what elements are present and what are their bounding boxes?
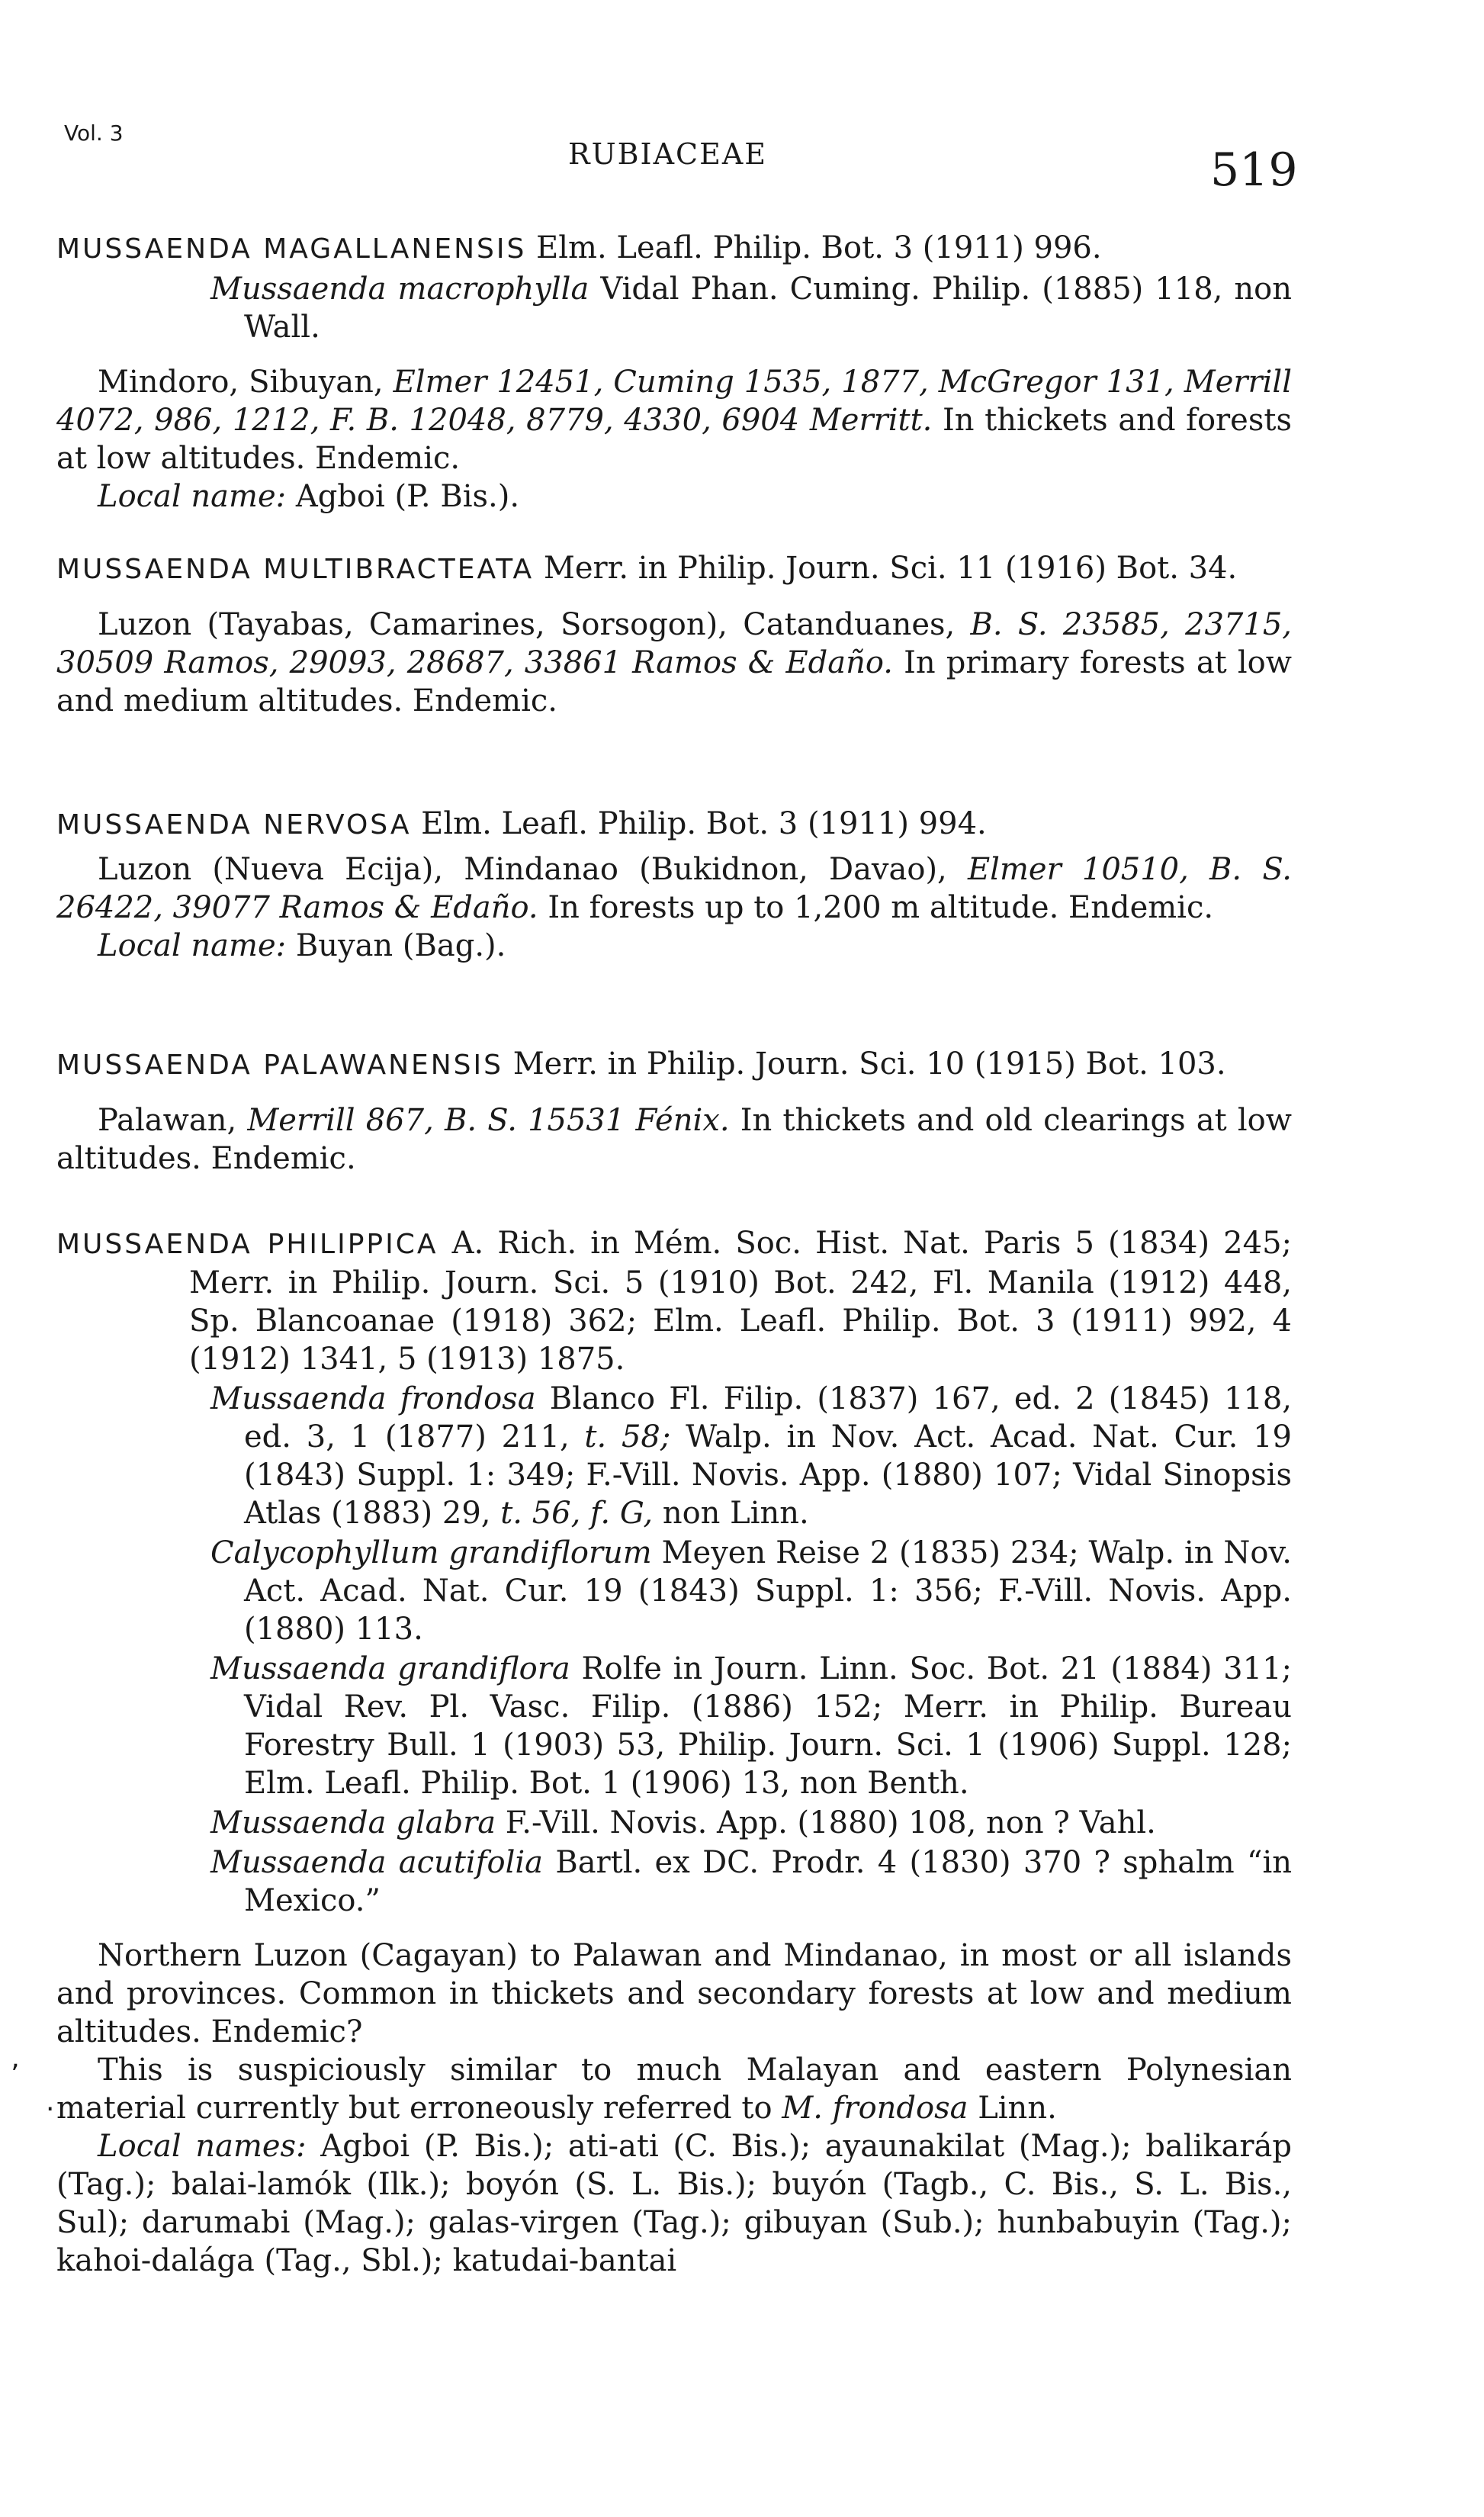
local-label: Local name: <box>98 479 287 514</box>
citation: A. Rich. in Mém. Soc. Hist. Nat. Paris 5 (1834) 245; Merr. in Philip. Journ. Sci. 5 (1910) Bot. 242, Fl. Manila (1912) 448, Sp. Blancoanae (1918) 362; Elm. Leafl. Philip. Bot. 3 (1911) 992, 4 (1912) 1341, 5 (1913) 1875. <box>189 1226 1292 1377</box>
synonym <box>56 1804 1292 1842</box>
entry-heading <box>56 549 1292 589</box>
specimens: B. S. 23585, 23715, 30509 Ramos, 29093, 28687, 33861 Ramos & Edaño. <box>56 607 1292 680</box>
local-names <box>56 2127 1292 2280</box>
synonym-citation: Walp. in Nov. Act. Acad. Nat. Cur. 19 (1843) Suppl. 1: 349; F.-Vill. Novis. App. (1880) 107; Vidal Sinopsis Atlas (1883) 29, <box>244 1419 1292 1531</box>
synonym-citation: Rolfe in Journ. Linn. Soc. Bot. 21 (1884) 311; Vidal Rev. Pl. Vasc. Filip. (1886) 152; Merr. in Philip. Bureau Forestry Bull. 1 (1903) 53, Philip. Journ. Sci. 1 (1906) Suppl. 128; Elm. Leafl. Philip. Bot. 1 (1906) 13, non Benth. <box>244 1651 1293 1801</box>
synonym <box>56 270 1292 346</box>
distribution-text: Luzon (Tayabas, Camarines, Sorsogon), Catanduanes, <box>98 607 956 642</box>
synonym-name: Mussaenda glabra <box>210 1805 496 1840</box>
citation: Merr. in Philip. Journ. Sci. 11 (1916) Bot. 34. <box>543 551 1238 586</box>
specimens: Elmer 12451, Cuming 1535, 1877, McGregor 131, Merrill 4072, 986, 1212, F. B. 12048, 8779, 4330, 6904 Merritt. <box>56 365 1292 438</box>
margin-mark: · <box>46 2094 55 2125</box>
entry-heading <box>56 1045 1292 1085</box>
distribution <box>56 363 1292 477</box>
synonym-name: Mussaenda macrophylla <box>210 272 589 307</box>
page-number: 519 <box>1210 143 1298 197</box>
synonym-name: Mussaenda acutifolia <box>210 1845 544 1880</box>
citation: Merr. in Philip. Journ. Sci. 10 (1915) Bot. 103. <box>512 1046 1226 1082</box>
plate-reference: t. 56, f. G, <box>500 1496 654 1531</box>
local-label: Local name: <box>98 928 287 963</box>
synonym-citation: Blanco Fl. Filip. (1837) 167, ed. 2 (1845) 118, ed. 3, 1 (1877) 211, <box>244 1381 1292 1455</box>
distribution <box>56 606 1292 720</box>
local-label: Local names: <box>98 2129 307 2164</box>
entry-nervosa <box>56 805 1292 965</box>
synonym-citation: Vidal Phan. Cuming. Philip. (1885) 118, non Wall. <box>244 272 1292 345</box>
specimens: Elmer 10510, B. S. 26422, 39077 Ramos & Edaño. <box>56 852 1293 925</box>
synonym-citation: non Linn. <box>662 1496 809 1531</box>
entry-magallanensis <box>56 229 1292 516</box>
entry-philippica <box>56 1224 1292 2280</box>
volume-label: Vol. 3 <box>64 121 124 146</box>
habitat: In forests up to 1,200 m altitude. Endemic. <box>548 890 1214 925</box>
species-name: MUSSAENDA MULTIBRACTEATA <box>56 554 535 585</box>
habitat: In thickets and forests at low altitudes. Endemic. <box>56 403 1292 476</box>
habitat: In primary forests at low and medium altitudes. Endemic. <box>56 645 1292 718</box>
synonym <box>56 1380 1292 1532</box>
citation: Elm. Leafl. Philip. Bot. 3 (1911) 996. <box>536 230 1102 265</box>
synonym-name: Mussaenda frondosa <box>210 1381 536 1416</box>
synonym <box>56 1534 1292 1648</box>
species-name: MUSSAENDA NERVOSA <box>56 809 412 841</box>
note <box>56 2051 1292 2127</box>
note-text: This is suspiciously similar to much Malayan and eastern Polynesian material currently but erroneously referred to <box>56 2052 1292 2126</box>
plate-reference: t. 58; <box>584 1419 671 1455</box>
distribution-text: Palawan, <box>98 1103 237 1138</box>
local-value: Buyan (Bag.). <box>295 928 506 963</box>
local-value: Agboi (P. Bis.); ati-ati (C. Bis.); ayaunakilat (Mag.); balikaráp (Tag.); balai-lamók (Ilk.); boyón (S. L. Bis.); buyón (Tagb., C. Bis., S. L. Bis., Sul); darumabi (Mag.); galas-virgen (Tag.); gibuyan (Sub.); hunbabuyin (Tag.); kahoi-dalága (Tag., Sbl.); katudai-bantai <box>56 2129 1292 2278</box>
entry-palawanensis <box>56 1045 1292 1178</box>
distribution <box>56 850 1292 927</box>
synonym-name: Mussaenda grandiflora <box>210 1651 570 1686</box>
specimens: Merrill 867, B. S. 15531 Fénix. <box>247 1103 730 1138</box>
local-value: Agboi (P. Bis.). <box>295 479 520 514</box>
species-name: MUSSAENDA MAGALLANENSIS <box>56 233 527 265</box>
entry-heading <box>56 805 1292 844</box>
running-title: RUBIACEAE <box>568 137 768 171</box>
local-name <box>56 477 1292 516</box>
entry-heading <box>56 229 1292 268</box>
synonym-name: Calycophyllum grandiflorum <box>210 1535 652 1570</box>
note-authority: Linn. <box>978 2091 1057 2126</box>
synonym-citation: Meyen Reise 2 (1835) 234; Walp. in Nov. Act. Acad. Nat. Cur. 19 (1843) Suppl. 1: 356; F.-Vill. Novis. App. (1880) 113. <box>244 1535 1293 1647</box>
citation: Elm. Leafl. Philip. Bot. 3 (1911) 994. <box>421 806 987 841</box>
entry-heading <box>56 1224 1292 1378</box>
note-species: M. frondosa <box>782 2091 968 2126</box>
margin-mark: ’ <box>11 2059 20 2091</box>
species-name: MUSSAENDA PALAWANENSIS <box>56 1050 503 1081</box>
synonym-citation: F.-Vill. Novis. App. (1880) 108, non ? Vahl. <box>505 1805 1156 1840</box>
entry-multibracteata <box>56 549 1292 720</box>
synonym <box>56 1844 1292 1920</box>
local-name <box>56 927 1292 965</box>
distribution <box>56 1101 1292 1178</box>
distribution-text: Luzon (Nueva Ecija), Mindanao (Bukidnon, Davao), <box>98 852 947 887</box>
habitat: In thickets and old clearings at low altitudes. Endemic. <box>56 1103 1292 1176</box>
distribution: Northern Luzon (Cagayan) to Palawan and Mindanao, in most or all islands and provinces. Common in thickets and secondary forests at low and medium altitudes. Endemic? <box>56 1938 1292 2049</box>
distribution-text: Mindoro, Sibuyan, <box>98 365 384 400</box>
species-name: MUSSAENDA PHILIPPICA <box>56 1229 438 1260</box>
synonym <box>56 1650 1292 1802</box>
synonym-citation: Bartl. ex DC. Prodr. 4 (1830) 370 ? sphalm “in Mexico.” <box>244 1845 1292 1918</box>
